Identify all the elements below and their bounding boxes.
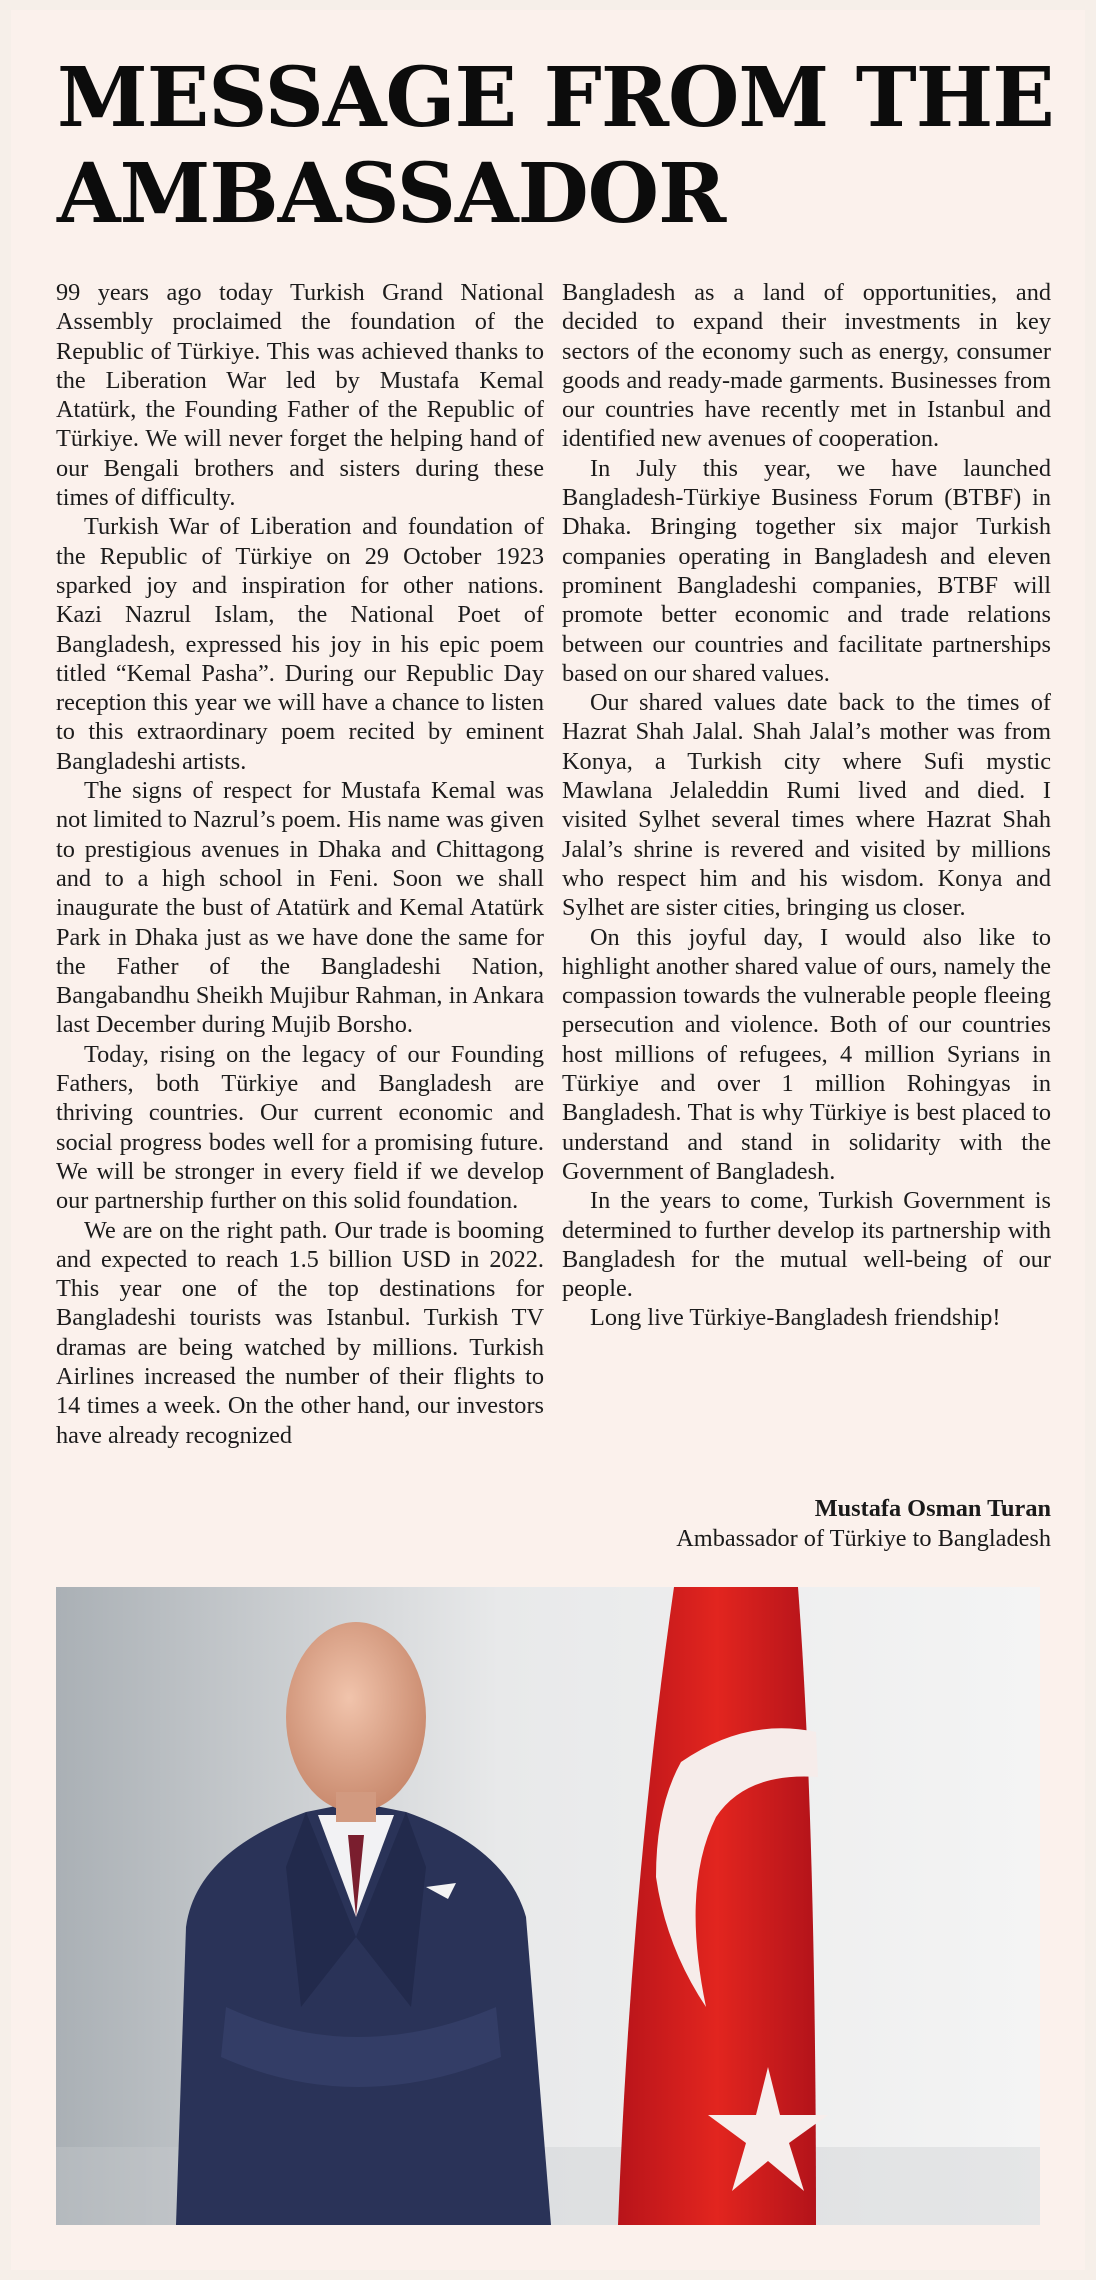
- paragraph: Long live Türkiye-Bangladesh friendship!: [590, 1304, 1001, 1332]
- article-page: [11, 10, 1085, 2270]
- paragraph: In July this year, we have launched Bangladesh-Türkiye Business Forum (BTBF) in Dhaka. Bringing together six major Turkish companies operating in Bangladesh and eleven prominent Bangladeshi companies, BTBF will promote better economic and trade relations between our countries and facilitate partnerships based on our shared values.: [562, 454, 1051, 687]
- paragraph: The signs of respect for Mustafa Kemal was not limited to Nazrul’s poem. His name was given to prestigious avenues in Dhaka and Chittagong and to a high school in Feni. Soon we shall inaugurate the bust of Atatürk and Kemal Atatürk Park in Dhaka just as we have done the same for the Father of the Bangladeshi Nation, Bangabandhu Sheikh Mujibur Rahman, in Ankara last December during Mujib Borsho.: [56, 777, 544, 1039]
- ambassador-head: [286, 1622, 426, 1812]
- paragraph: We are on the right path. Our trade is booming and expected to reach 1.5 billion USD in 2022. This year one of the top destinations for Bangladeshi tourists was Istanbul. Turkish TV dramas are being watched by millions. Turkish Airlines increased the number of their flights to 14 times a week. On the other hand, our investors have already recognized: [56, 1216, 544, 1449]
- paragraph: Today, rising on the legacy of our Founding Fathers, both Türkiye and Bangladesh are thriving countries. Our current economic and social progress bodes well for a promising future. We will be stronger in every field if we develop our partnership further on this solid foundation.: [56, 1040, 544, 1215]
- paragraph: 99 years ago today Turkish Grand National Assembly proclaimed the foundation of the Republic of Türkiye. This was achieved thanks to the Liberation War led by Mustafa Kemal Atatürk, the Founding Father of the Republic of Türkiye. We will never forget the helping hand of our Bengali brothers and sisters during these times of difficulty.: [56, 279, 544, 512]
- ambassador-photo: [56, 1587, 1040, 2225]
- paragraph: Bangladesh as a land of opportunities, and decided to expand their investments in key sectors of the economy such as energy, consumer goods and ready-made garments. Businesses from our countries have recently met in Istanbul and identified new avenues of cooperation.: [562, 279, 1051, 453]
- headline: MESSAGE FROM THE AMBASSADOR: [57, 50, 1054, 242]
- article-column-left: [56, 278, 544, 1450]
- signature-title: Ambassador of Türkiye to Bangladesh: [676, 1525, 1051, 1552]
- signature-block: [676, 1494, 1051, 1554]
- paragraph: On this joyful day, I would also like to highlight another shared value of ours, namely the compassion towards the vulnerable people fleeing persecution and violence. Both of our countries host millions of refugees, 4 million Syrians in Türkiye and over 1 million Rohingyas in Bangladesh. That is why Türkiye is best placed to understand and stand in solidarity with the Government of Bangladesh.: [562, 923, 1051, 1185]
- article-column-right: [562, 278, 1051, 1333]
- signature-name: Mustafa Osman Turan: [814, 1495, 1051, 1522]
- paragraph: Turkish War of Liberation and foundation of the Republic of Türkiye on 29 October 1923 sparked joy and inspiration for other nations. Kazi Nazrul Islam, the National Poet of Bangladesh, expressed his joy in his epic poem titled “Kemal Pasha”. During our Republic Day reception this year we will have a chance to listen to this extraordinary poem recited by eminent Bangladeshi artists.: [56, 513, 544, 775]
- paragraph: Our shared values date back to the times of Hazrat Shah Jalal. Shah Jalal’s mother was from Konya, a Turkish city where Sufi mystic Mawlana Jelaleddin Rumi lived and died. I visited Sylhet several times where Hazrat Shah Jalal’s shrine is revered and visited by millions who respect him and his wisdom. Konya and Sylhet are sister cities, bringing us closer.: [562, 689, 1051, 922]
- paragraph: In the years to come, Turkish Government is determined to further develop its partnership with Bangladesh for the mutual well-being of our people.: [562, 1187, 1051, 1303]
